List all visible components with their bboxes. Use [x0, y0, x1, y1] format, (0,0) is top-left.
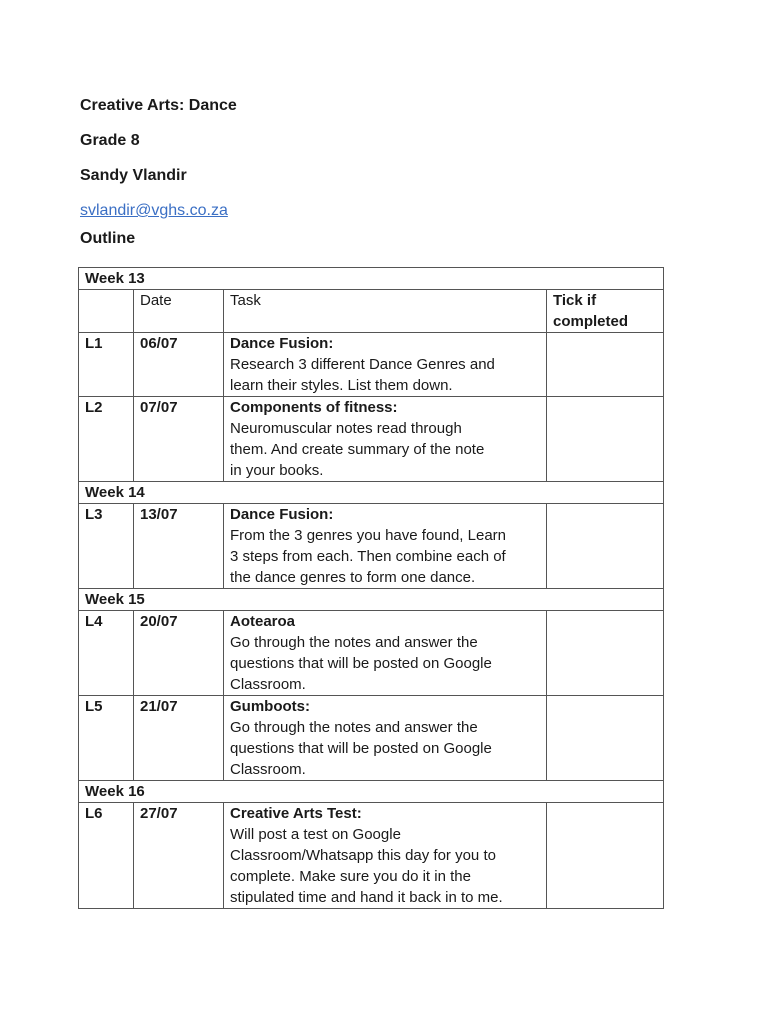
lesson-id: L5: [79, 696, 134, 781]
lesson-id: L3: [79, 504, 134, 589]
task-line: them. And create summary of the note: [230, 441, 485, 458]
lesson-date: 07/07: [134, 397, 224, 482]
lesson-id: L4: [79, 611, 134, 696]
subject-title: Creative Arts: Dance: [80, 97, 237, 114]
task-line: questions that will be posted on Google: [230, 740, 492, 757]
task-line: From the 3 genres you have found, Learn: [230, 527, 507, 544]
task-line: Neuromuscular notes read through: [230, 420, 462, 437]
task-line: the dance genres to form one dance.: [230, 569, 476, 586]
teacher-name: Sandy Vlandir: [80, 167, 187, 184]
lesson-task: [224, 611, 547, 696]
task-line: Classroom.: [230, 761, 306, 778]
week-row: [79, 482, 664, 504]
tick-header-line: Tick if: [553, 292, 597, 309]
task-line: Classroom/Whatsapp this day for you to: [230, 847, 496, 864]
lesson-row: [79, 696, 664, 781]
lesson-date: 21/07: [134, 696, 224, 781]
lesson-row: [79, 397, 664, 482]
task-line: Go through the notes and answer the: [230, 634, 478, 651]
tick-cell[interactable]: [547, 803, 664, 909]
week-label: Week 13: [79, 268, 664, 290]
lesson-row: [79, 504, 664, 589]
lesson-row: [79, 611, 664, 696]
task-line: Go through the notes and answer the: [230, 719, 478, 736]
task-line: Classroom.: [230, 676, 306, 693]
week-label: Week 14: [79, 482, 664, 504]
task-title: Aotearoa: [230, 613, 296, 630]
week-row: [79, 781, 664, 803]
tick-cell[interactable]: [547, 397, 664, 482]
teacher-email-link[interactable]: svlandir@vghs.co.za: [80, 202, 228, 219]
task-line: complete. Make sure you do it in the: [230, 868, 471, 885]
tick-cell[interactable]: [547, 333, 664, 397]
week-row: [79, 589, 664, 611]
task-title: Gumboots:: [230, 698, 310, 715]
tick-cell[interactable]: [547, 504, 664, 589]
lesson-task: [224, 504, 547, 589]
task-title: Creative Arts Test:: [230, 805, 362, 822]
lesson-id: L2: [79, 397, 134, 482]
lesson-date: 06/07: [134, 333, 224, 397]
lesson-id: L6: [79, 803, 134, 909]
task-line: stipulated time and hand it back in to me.: [230, 889, 503, 906]
lesson-date: 13/07: [134, 504, 224, 589]
task-line: in your books.: [230, 462, 324, 479]
lesson-header-cell: [79, 290, 134, 333]
week-label: Week 15: [79, 589, 664, 611]
task-line: learn their styles. List them down.: [230, 377, 453, 394]
lesson-date: 27/07: [134, 803, 224, 909]
tick-cell[interactable]: [547, 611, 664, 696]
tick-header-line: completed: [553, 313, 629, 330]
tick-header: [547, 290, 664, 333]
lesson-id: L1: [79, 333, 134, 397]
lesson-task: [224, 803, 547, 909]
task-line: Research 3 different Dance Genres and: [230, 356, 495, 373]
tick-cell[interactable]: [547, 696, 664, 781]
date-header: Date: [134, 290, 224, 333]
column-header-row: [79, 290, 664, 333]
task-line: questions that will be posted on Google: [230, 655, 492, 672]
lesson-task: [224, 333, 547, 397]
lesson-row: [79, 333, 664, 397]
task-title: Components of fitness:: [230, 399, 398, 416]
grade-label: Grade 8: [80, 132, 140, 149]
task-title: Dance Fusion:: [230, 506, 334, 523]
lesson-date: 20/07: [134, 611, 224, 696]
outline-heading: Outline: [80, 230, 136, 247]
task-title: Dance Fusion:: [230, 335, 334, 352]
document-header: [80, 88, 237, 228]
task-line: Will post a test on Google: [230, 826, 401, 843]
week-label: Week 16: [79, 781, 664, 803]
task-line: 3 steps from each. Then combine each of: [230, 548, 506, 565]
week-row: [79, 268, 664, 290]
lesson-task: [224, 397, 547, 482]
lesson-row: [79, 803, 664, 909]
task-header: Task: [224, 290, 547, 333]
schedule-table: [78, 267, 664, 909]
lesson-task: [224, 696, 547, 781]
